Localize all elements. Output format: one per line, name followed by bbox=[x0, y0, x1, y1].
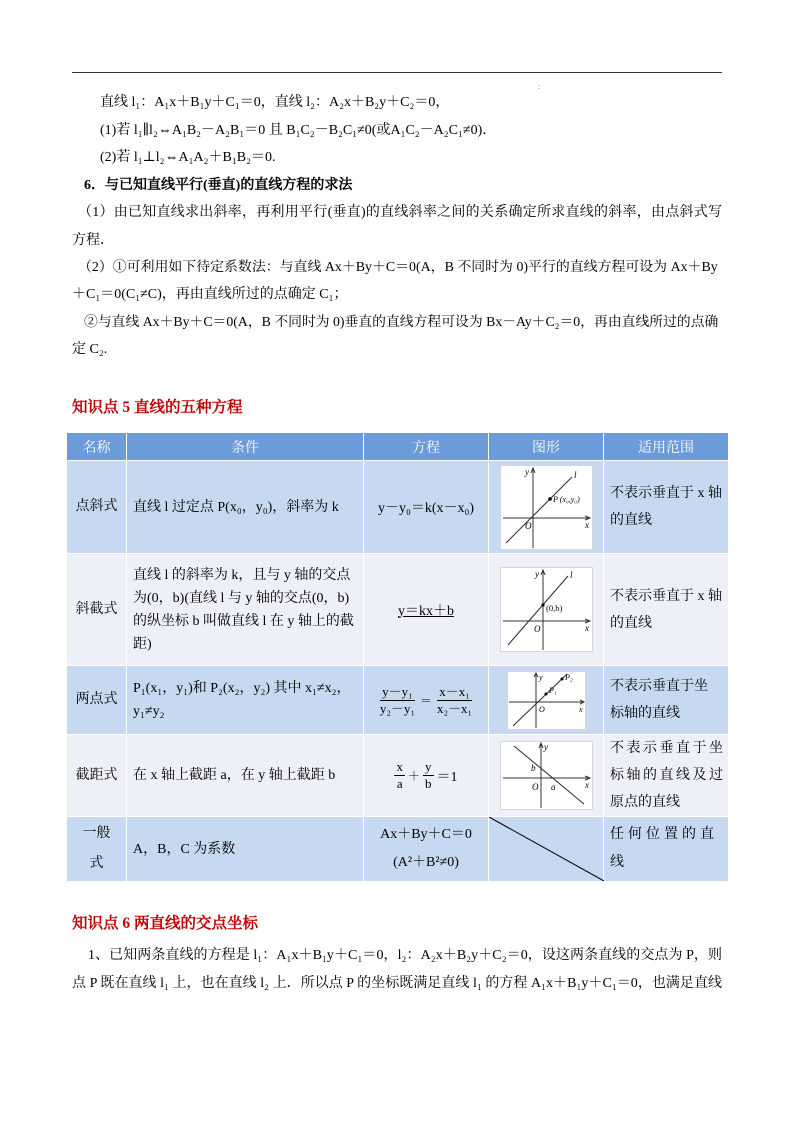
y-fraction bbox=[423, 759, 434, 792]
empty-graph-diagonal bbox=[489, 817, 604, 881]
row3-scope-line-2: 标轴的直线 bbox=[610, 706, 680, 721]
row2-scope bbox=[604, 554, 729, 666]
row4-scope bbox=[604, 735, 729, 817]
intercept-graph bbox=[500, 741, 593, 810]
row1-condition bbox=[127, 461, 364, 554]
line-label: l bbox=[569, 570, 573, 580]
x-numerator: x bbox=[396, 759, 403, 774]
intro-line-1: 直线 l₁：A₁x＋B₁y＋C₁＝0，直线 l₂：A₂x＋B₂y＋C₂＝0， bbox=[100, 95, 450, 110]
a-label: a bbox=[550, 782, 555, 792]
table-row-general bbox=[67, 817, 729, 882]
row1-name bbox=[67, 461, 127, 554]
row3-graph bbox=[489, 666, 604, 735]
row4-equation bbox=[364, 735, 489, 817]
table-row-point-slope bbox=[67, 461, 729, 554]
kp5-heading: 知识点 5 直线的五种方程 bbox=[72, 399, 243, 416]
kp6-line-2: 点 P 既在直线 l₁ 上，也在直线 l₂ 上．所以点 P 的坐标既满足直线 l₁ 的方程 A₁x＋B₁y＋C₁＝0，也满足直线 bbox=[72, 976, 723, 991]
intro-line-3: (2)若 l₁⊥l₂⇔A₁A₂＋B₁B₂＝0. bbox=[100, 150, 276, 165]
origin-label: O bbox=[538, 704, 545, 714]
row2-condition-line-4: 距) bbox=[133, 636, 152, 652]
x-label: x bbox=[584, 623, 589, 633]
intercept-formula bbox=[394, 759, 457, 792]
item6-heading: 6．与已知直线平行(垂直)的直线方程的求法 bbox=[84, 178, 353, 193]
row1-condition-line-1: 直线 l 过定点 P(x₀，y₀)，斜率为 k bbox=[133, 499, 339, 515]
row2-scope-line-1: 不表示垂直于 x 轴 bbox=[610, 588, 722, 604]
equals-sign: ＝ bbox=[419, 693, 432, 708]
row2-scope-line-2: 的直线 bbox=[610, 615, 652, 631]
header-name: 名称 bbox=[67, 433, 127, 461]
table-row-intercept bbox=[67, 735, 729, 817]
right-fraction bbox=[435, 684, 474, 717]
intercept-point bbox=[541, 603, 544, 606]
point-p2 bbox=[560, 677, 563, 680]
row3-name-text: 两点式 bbox=[75, 692, 118, 707]
p1-label: P₁ bbox=[548, 685, 557, 695]
row1-name-text: 点斜式 bbox=[75, 499, 118, 514]
left-numerator: y－y₁ bbox=[382, 683, 413, 699]
item6-line-4: ＋C₁＝0(C₁≠C)，再由直线所过的点确定 C₁； bbox=[72, 287, 348, 302]
row5-equation-line-1: Ax＋By＋C＝0 bbox=[380, 827, 472, 842]
graph-frame bbox=[500, 465, 592, 549]
row5-scope-line-2: 线 bbox=[610, 855, 624, 870]
slope-intercept-graph bbox=[500, 567, 593, 652]
intro-line-2: (1)若 l₁∥l₂⇔A₁B₂－A₂B₁＝0 且 B₁C₂－B₂C₁≠0(或A₁C₂－A₂C₁≠0)． bbox=[100, 123, 497, 138]
point-slope-graph bbox=[500, 465, 593, 550]
intercept-label: (0,b) bbox=[545, 603, 562, 613]
kp6-line-1: 1、已知两条直线的方程是 l₁：A₁x＋B₁y＋C₁＝0，l₂：A₂x＋B₂y＋C₂＝0，设这两条直线的交点为 P，则 bbox=[88, 948, 723, 963]
table-header-row bbox=[67, 433, 729, 461]
point-p bbox=[548, 497, 552, 501]
row5-name-line-2: 式 bbox=[89, 856, 104, 871]
row1-scope-line-2: 的直线 bbox=[610, 513, 652, 528]
row2-equation bbox=[364, 554, 489, 666]
row5-scope bbox=[604, 817, 729, 882]
x-label: x bbox=[584, 780, 589, 790]
row1-equation bbox=[364, 461, 489, 554]
row5-scope-line-1: 任何位置的直 bbox=[610, 827, 718, 842]
row4-scope-line-3: 原点的直线 bbox=[610, 795, 680, 810]
origin-label: O bbox=[531, 782, 538, 792]
row4-condition bbox=[127, 735, 364, 817]
b-label: b bbox=[530, 763, 535, 773]
y-label: y bbox=[524, 466, 529, 477]
row4-name bbox=[67, 735, 127, 817]
row1-equation-text: y－y₀＝k(x－x₀) bbox=[377, 501, 475, 516]
row2-graph bbox=[489, 554, 604, 666]
table-row-two-point bbox=[67, 666, 729, 735]
row2-condition-line-3: 的纵坐标 b 叫做直线 l 在 y 轴上的截 bbox=[133, 613, 354, 629]
two-point-graph bbox=[507, 671, 586, 730]
left-fraction bbox=[378, 684, 417, 717]
right-numerator: x－x₁ bbox=[439, 683, 470, 699]
equals-one: ＝1 bbox=[436, 769, 458, 785]
row3-scope bbox=[604, 666, 729, 735]
y-label: y bbox=[534, 569, 539, 579]
row4-scope-line-1: 不表示垂直于坐 bbox=[610, 741, 726, 756]
point-p1 bbox=[544, 692, 547, 695]
point-label: P (x₀,y₀) bbox=[552, 494, 580, 504]
row2-condition-line-1: 直线 l 的斜率为 k，且与 y 轴的交点 bbox=[133, 567, 351, 583]
row3-condition bbox=[127, 666, 364, 735]
item6-line-1: （1）由已知直线求出斜率，再利用平行(垂直)的直线斜率之间的关系确定所求直线的斜率，由点斜式写 bbox=[78, 205, 723, 220]
header-equation: 方程 bbox=[364, 433, 489, 461]
graph-frame bbox=[507, 671, 585, 729]
row5-name bbox=[67, 817, 127, 882]
row5-name-line-1: 一般 bbox=[82, 826, 111, 841]
a-denominator: a bbox=[396, 776, 403, 791]
row5-equation bbox=[364, 817, 489, 882]
row3-scope-line-1: 不表示垂直于坐 bbox=[610, 679, 708, 694]
row4-graph bbox=[489, 735, 604, 817]
p2-label: P₂ bbox=[564, 672, 573, 682]
header-scope: 适用范围 bbox=[604, 433, 729, 461]
x-fraction bbox=[394, 759, 405, 792]
row2-condition bbox=[127, 554, 364, 666]
left-denominator: y₂－y₁ bbox=[379, 700, 415, 716]
x-label: x bbox=[584, 519, 589, 530]
row3-name bbox=[67, 666, 127, 735]
y-label: y bbox=[538, 672, 543, 682]
header-rule bbox=[72, 72, 722, 73]
item6-line-5: ②与直线 Ax＋By＋C＝0(A，B 不同时为 0)垂直的直线方程可设为 Bx－Ay＋C₂＝0，再由直线所过的点确 bbox=[84, 314, 719, 329]
row5-condition bbox=[127, 817, 364, 882]
row2-name bbox=[67, 554, 127, 666]
x-label: x bbox=[578, 704, 583, 714]
plus-sign: ＋ bbox=[407, 769, 420, 783]
five-equations-table bbox=[66, 432, 729, 882]
row5-graph bbox=[489, 817, 604, 882]
item6-line-3: （2）①可利用如下待定系数法：与直线 Ax＋By＋C＝0(A，B 不同时为 0)平行的直线方程可设为 Ax＋By bbox=[78, 260, 718, 275]
diagonal-line bbox=[489, 817, 604, 881]
row2-equation-text: y＝kx＋b bbox=[398, 603, 454, 619]
kp6-heading: 知识点 6 两直线的交点坐标 bbox=[72, 915, 259, 932]
row5-condition-line-1: A，B，C 为系数 bbox=[133, 841, 236, 857]
row4-condition-line-1: 在 x 轴上截距 a，在 y 轴上截距 b bbox=[133, 768, 336, 783]
line-label: l bbox=[573, 469, 577, 480]
row4-name-text: 截距式 bbox=[75, 767, 118, 783]
row2-name-text: 斜截式 bbox=[75, 601, 118, 617]
page-marker: : bbox=[538, 82, 541, 91]
row5-equation-line-2: (A²＋B²≠0) bbox=[393, 855, 459, 870]
row3-condition-line-2: y₁≠y₂ bbox=[133, 704, 165, 719]
origin-label: O bbox=[524, 520, 531, 531]
row1-scope-line-1: 不表示垂直于 x 轴 bbox=[610, 486, 722, 501]
header-graph: 图形 bbox=[489, 433, 604, 461]
y-label: y bbox=[543, 742, 548, 752]
two-point-formula bbox=[378, 684, 474, 717]
row2-condition-line-2: 为(0，b)(直线 l 与 y 轴的交点(0，b) bbox=[133, 590, 350, 606]
origin-label: O bbox=[533, 624, 540, 634]
row3-equation bbox=[364, 666, 489, 735]
header-condition: 条件 bbox=[127, 433, 364, 461]
right-denominator: x₂－x₁ bbox=[437, 700, 473, 716]
row3-condition-line-1: P₁(x₁，y₁)和 P₂(x₂，y₂) 其中 x₁≠x₂， bbox=[133, 681, 351, 696]
b-denominator: b bbox=[425, 776, 432, 791]
row1-graph bbox=[489, 461, 604, 554]
item6-line-2: 方程． bbox=[72, 233, 114, 248]
y-numerator: y bbox=[425, 759, 432, 774]
row1-scope bbox=[604, 461, 729, 554]
item6-line-6: 定 C₂. bbox=[72, 342, 108, 357]
table-row-slope-intercept bbox=[67, 554, 729, 666]
row4-scope-line-2: 标轴的直线及过 bbox=[610, 768, 726, 783]
